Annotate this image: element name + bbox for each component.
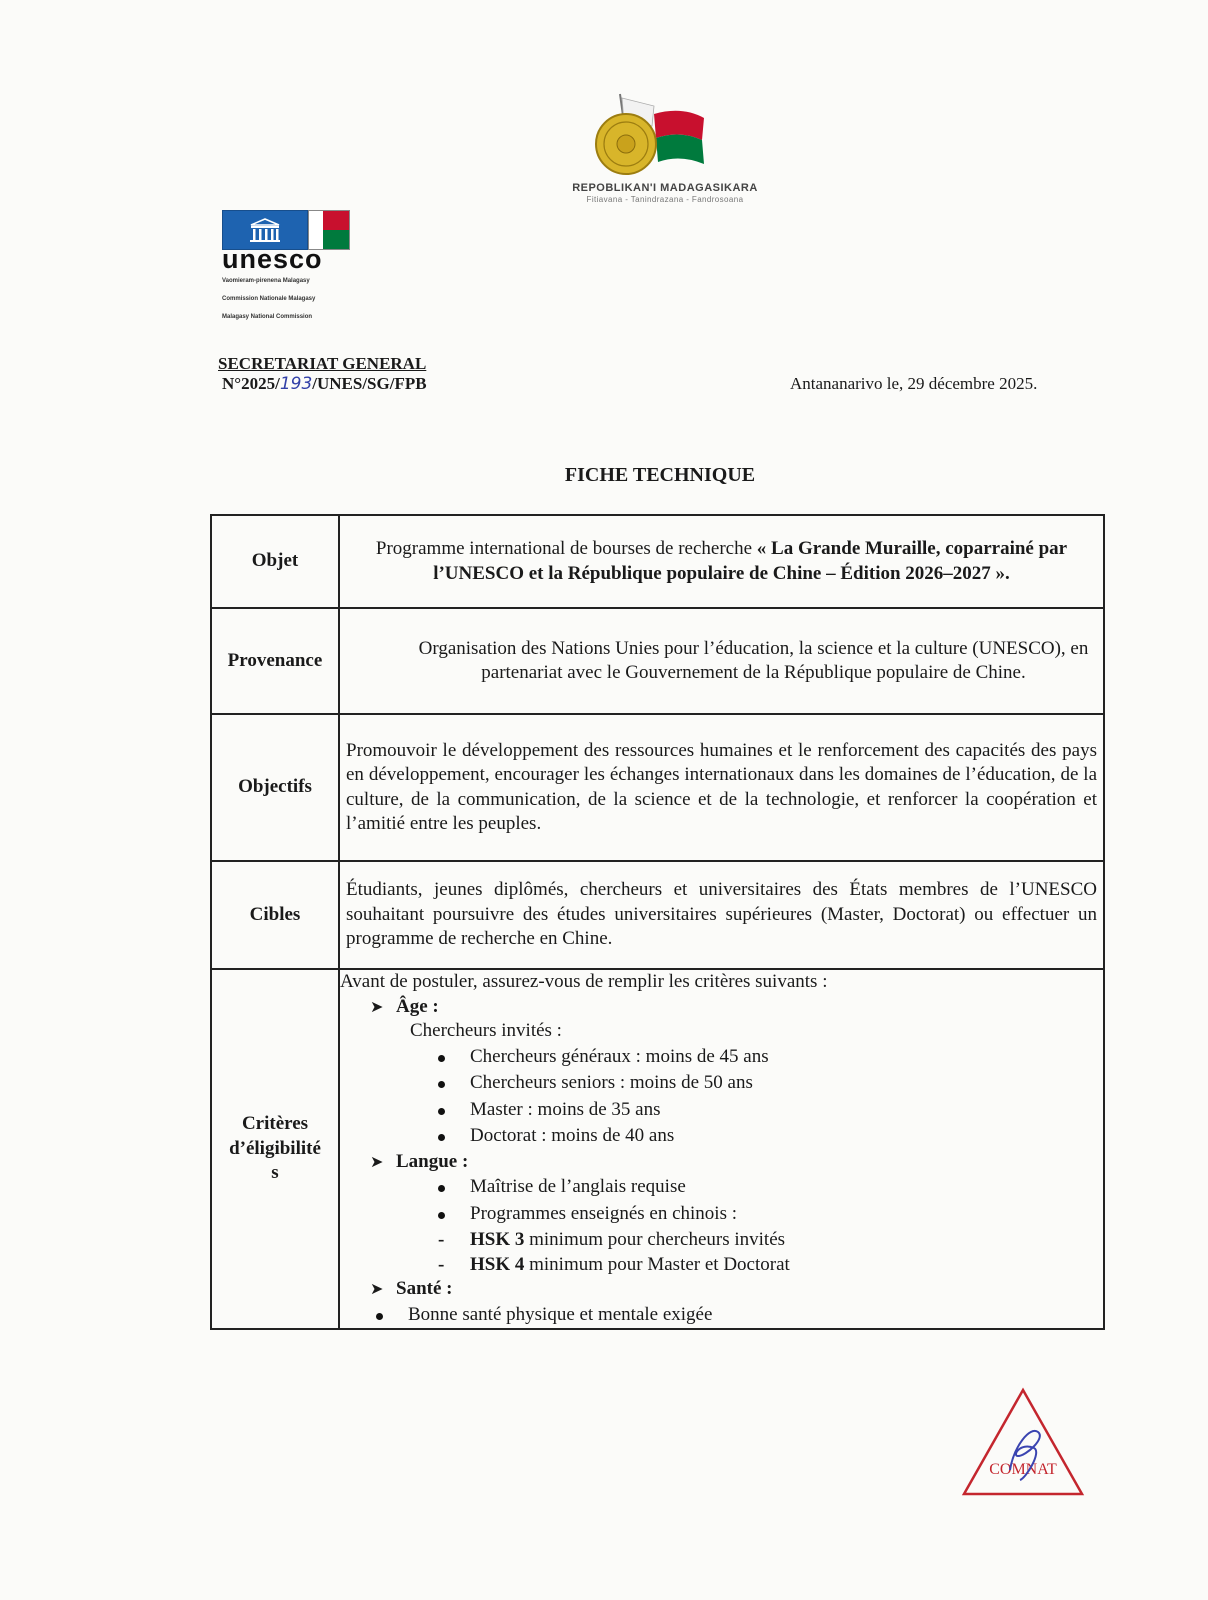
row-value-provenance: Organisation des Nations Unies pour l’éducation, la science et la culture (UNESCO), en partenariat avec le Gouvernement de la République populaire de Chine. [339, 608, 1104, 714]
criteres-label-line1: Critères [241, 1113, 309, 1135]
objet-text-bold: « La Grande Muraille, coparrainé par l’UNESCO et la République populaire de Chine – Édition 2026–2027 ». [433, 538, 1068, 584]
unesco-wordmark: unesco [222, 244, 323, 274]
criteres-label-line3: s [271, 1162, 279, 1184]
row-value-criteres [339, 969, 1104, 1329]
sante-section-title: ➤ Santé : [340, 1277, 1103, 1302]
table-row [211, 608, 1104, 714]
republic-emblem [540, 92, 790, 217]
row-value-cibles: Étudiants, jeunes diplômés, chercheurs et universitaires des États membres de l’UNESCO souhaitant poursuivre des études universitaires supérieures (Master, Doctorat) ou effectuer un programme de recherche en Chine. [339, 861, 1104, 969]
criteres-intro: Avant de postuler, assurez-vous de remplir les critères suivants : [340, 971, 828, 992]
arrow-bullet-icon: ➤ [370, 1279, 384, 1298]
republic-seal-icon [592, 92, 712, 184]
table-row [211, 969, 1104, 1329]
republic-motto: Fitiavana - Tanindrazana - Fandrosoana [586, 195, 744, 204]
row-label-provenance: Provenance [211, 608, 339, 714]
row-label-objectifs: Objectifs [211, 714, 339, 861]
stamp-text: COMNAT [989, 1461, 1057, 1478]
list-item: Chercheurs seniors : moins de 50 ans [436, 1070, 1103, 1097]
sante-list [340, 1302, 1103, 1329]
unesco-subtitle-en: Malagasy National Commission [222, 314, 313, 320]
list-item: Doctorat : moins de 40 ans [436, 1123, 1103, 1150]
arrow-bullet-icon: ➤ [370, 996, 384, 1016]
page-title: FICHE TECHNIQUE [564, 464, 756, 486]
comnat-stamp [960, 1386, 1086, 1498]
age-list [340, 1044, 1103, 1150]
row-label-objet: Objet [211, 515, 339, 608]
table-row [211, 515, 1104, 608]
objet-text-plain: Programme international de bourses de recherche [375, 538, 757, 559]
unesco-logo [222, 210, 382, 340]
row-label-cibles: Cibles [211, 861, 339, 969]
republic-name: REPOBLIKAN'I MADAGASIKARA [572, 182, 758, 194]
list-item: Maîtrise de l’anglais requise [436, 1174, 1103, 1201]
row-label-criteres [211, 969, 339, 1329]
list-item: - HSK 4 minimum pour Master et Doctorat [436, 1252, 1103, 1277]
unesco-subtitle-mg: Vaomieram-pirenena Malagasy [222, 278, 310, 284]
document-date: Antananarivo le, 29 décembre 2025. [790, 374, 1038, 393]
age-section-title: ➤ Âge : [340, 995, 1103, 1020]
table-row [211, 714, 1104, 861]
reference-number [222, 374, 427, 394]
list-item: Bonne santé physique et mentale exigée [374, 1302, 1103, 1329]
row-value-objet [339, 515, 1104, 608]
row-value-objectifs: Promouvoir le développement des ressources humaines et le renforcement des capacités des pays en développement, encourager les échanges internationaux dans les domaines de l’éducation, de la culture, de la communication, de la science et de la technologie, et renforcer la coopération et l’amitié entre les peuples. [339, 714, 1104, 861]
list-item: Chercheurs généraux : moins de 45 ans [436, 1044, 1103, 1071]
list-item: Master : moins de 35 ans [436, 1097, 1103, 1124]
list-item: - HSK 3 minimum pour chercheurs invités [436, 1227, 1103, 1252]
hsk-list [340, 1227, 1103, 1277]
reference-handwritten: 193 [279, 374, 313, 394]
age-subtitle: Chercheurs invités : [410, 1020, 562, 1041]
criteres-label-line2: d’éligibilité [229, 1137, 321, 1159]
stamp-triangle-icon [960, 1386, 1086, 1498]
langue-list [340, 1174, 1103, 1227]
fiche-table [210, 514, 1105, 1330]
reference-prefix: N°2025/ [222, 374, 280, 393]
langue-section-title: ➤ Langue : [340, 1150, 1103, 1175]
table-row [211, 861, 1104, 969]
unesco-subtitle-fr: Commission Nationale Malagasy [222, 296, 316, 302]
secretariat-heading: SECRETARIAT GENERAL [218, 354, 427, 373]
arrow-bullet-icon: ➤ [370, 1151, 384, 1171]
reference-suffix: /UNES/SG/FPB [312, 374, 427, 393]
list-item: Programmes enseignés en chinois : [436, 1201, 1103, 1228]
